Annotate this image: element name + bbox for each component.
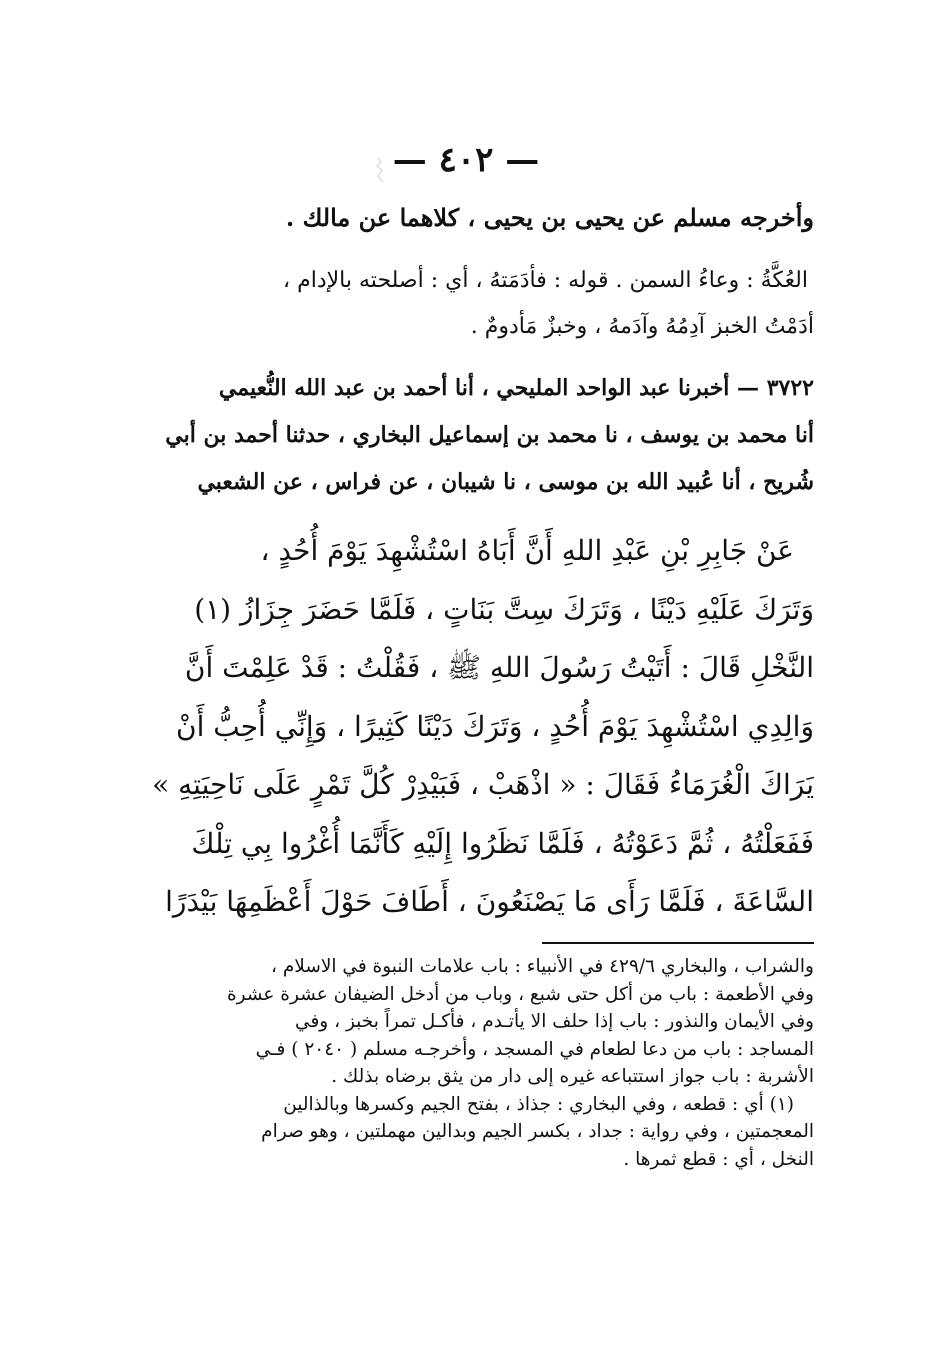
footnote-line: النخل ، أي : قطع ثمرها . — [623, 1148, 814, 1170]
footnote-line: المعجمتين ، وفي رواية : جداد ، بكسر الجيم وبدالين مهملتين ، وهو صرام — [261, 1121, 814, 1142]
footnote-line: المساجد : باب من دعا لطعام في المسجد ، وأخرجـه مسلم ( ٢٠٤٠ ) فـي — [255, 1038, 814, 1060]
hadith-text — [118, 522, 814, 932]
footnote-line: (١) أي : قطعه ، وفي البخاري : جذاذ ، بفتح الجيم وكسرها وبالذالين — [283, 1093, 794, 1115]
hadith-line: وَتَرَكَ عَلَيْهِ دَيْنًا ، وَتَرَكَ سِتَّ بَنَاتٍ ، فَلَمَّا حَضَرَ جِزَازُ (١) — [194, 592, 814, 626]
footnote-line: الأشربة : باب جواز استتباعه غيره إلى دار من يثق برضاه بذلك . — [331, 1066, 814, 1087]
isnad-line: ٣٧٢٢ — أخبرنا عبد الواحد المليحي ، أنا أحمد بن عبد الله النُّعيمي — [218, 375, 814, 401]
footnote-1 — [118, 1091, 814, 1174]
isnad-paragraph — [118, 365, 814, 506]
scan-speck-mark — [372, 156, 392, 184]
gloss-paragraph — [118, 258, 814, 350]
isnad-line: شُريح ، أنا عُبيد الله بن موسى ، نا شيبان ، عن فراس ، عن الشعبي — [197, 469, 814, 495]
gloss-line: العُكَّةُ : وعاءُ السمن . قوله : فأدَمَتهُ ، أي : أصلحته بالإدام ، — [283, 268, 808, 293]
gloss-line: أدَمْتُ الخبز آدِمُهُ وآدَمهُ ، وخبزٌ مَأدومٌ . — [470, 314, 814, 339]
footnote-line: والشراب ، والبخاري ٤٢٩/٦ في الأنبياء : باب علامات النبوة في الاسلام ، — [271, 956, 814, 977]
hadith-line: عَنْ جَابِرِ بْنِ عَبْدِ اللهِ أَنَّ أَبَاهُ اسْتُشْهِدَ يَوْمَ أُحُدٍ ، — [260, 534, 794, 567]
hadith-line: وَالِدِي اسْتُشْهِدَ يَوْمَ أُحُدٍ ، وَتَرَكَ دَيْنًا كَثِيرًا ، وَإِنِّي أُحِبُّ أَنْ — [176, 709, 814, 743]
intro-text: وأخرجه مسلم عن يحيى بن يحيى ، كلاهما عن مالك . — [285, 203, 814, 232]
hadith-line: فَفَعَلْتُهُ ، ثُمَّ دَعَوْتُهُ ، فَلَمَّا نَظَرُوا إِلَيْهِ كَأَنَّمَا أُغْرُوا بِي تِلْكَ — [191, 826, 814, 860]
footnote-continuation — [118, 953, 814, 1091]
page-number: — ٤٠٢ — — [392, 140, 540, 180]
footnote-line: وفي الأيمان والنذور : باب إذا حلف الا يأتـدم ، فأكـل تمراً بخبز ، وفي — [295, 1011, 814, 1032]
hadith-line: السَّاعَةَ ، فَلَمَّا رَأَى مَا يَصْنَعُونَ ، أَطَافَ حَوْلَ أَعْظَمِهَا بَيْدَرًا — [165, 885, 814, 918]
footnotes — [118, 953, 814, 1173]
footnote-divider — [542, 942, 814, 944]
isnad-line: أنا محمد بن يوسف ، نا محمد بن إسماعيل البخاري ، حدثنا أحمد بن أبي — [165, 422, 814, 448]
intro-line — [118, 198, 814, 238]
footnote-line: وفي الأطعمة : باب من أكل حتى شبع ، وباب من أدخل الضيفان عشرة عشرة — [226, 983, 814, 1005]
hadith-line: النَّخْلِ قَالَ : أَتَيْتُ رَسُولَ اللهِ ﷺ ، فَقُلْتُ : قَدْ عَلِمْتَ أَنَّ — [184, 651, 814, 684]
hadith-line: يَرَاكَ الْغُرَمَاءُ فَقَالَ : « اذْهَبْ ، فَبَيْدِرْ كُلَّ تَمْرٍ عَلَى نَاحِيَتِهِ » — [152, 768, 814, 801]
